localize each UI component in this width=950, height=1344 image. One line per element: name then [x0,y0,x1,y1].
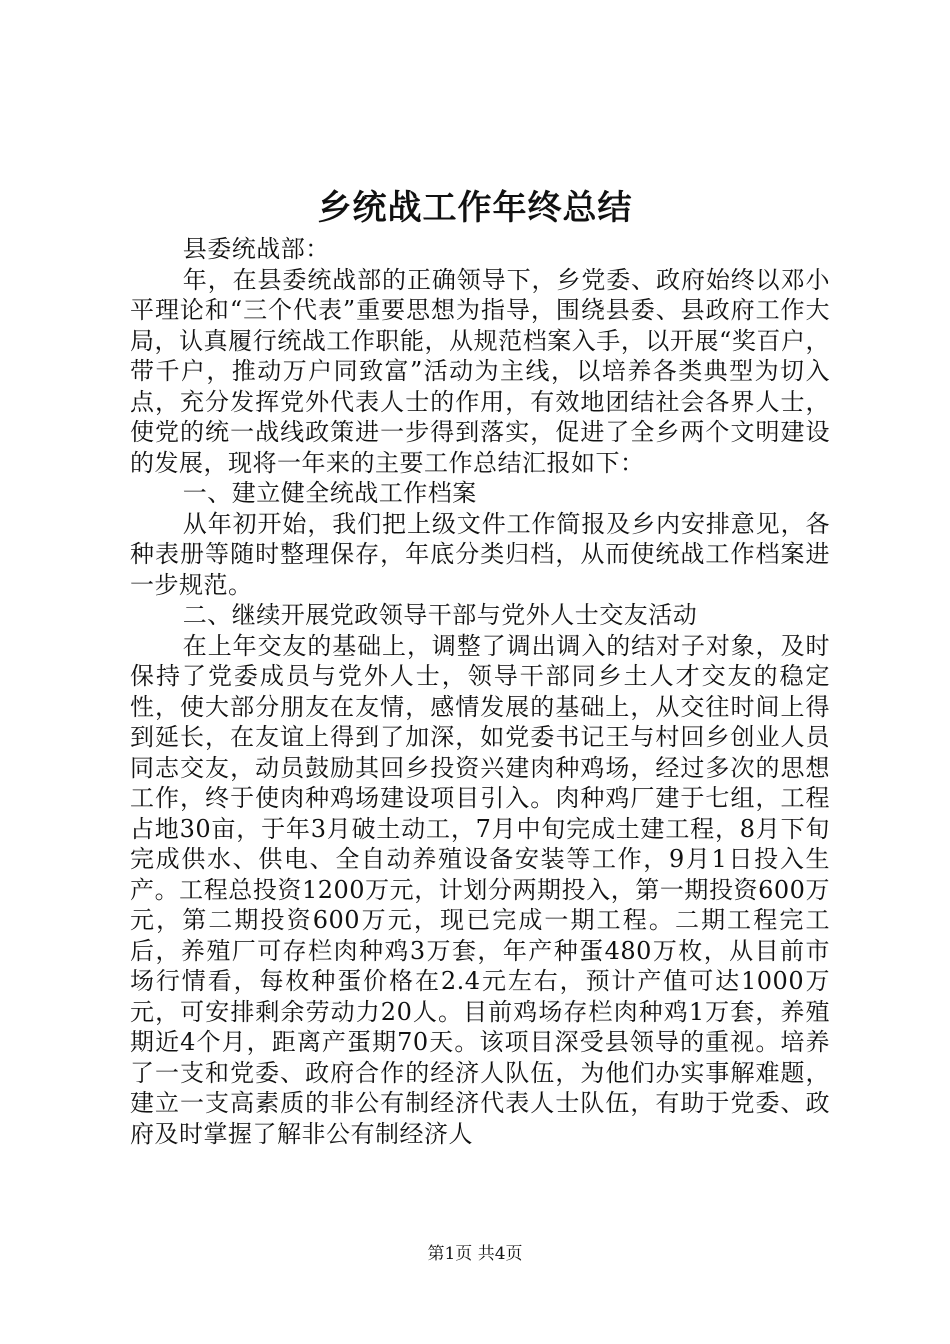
document-body [130,234,830,1149]
section-heading-2: 二、继续开展党政领导干部与党外人士交友活动 [182,601,698,629]
document-title: 乡统战工作年终总结 [317,188,633,228]
paragraph-archives: 从年初开始，我们把上级文件工作简报及乡内安排意见，各种表册等随时整理保存，年底分类归档，从而使统战工作档案进一步规范。 [130,509,830,599]
salutation: 县委统战部： [182,235,330,263]
page-footer: 第1页 共4页 [427,1244,523,1264]
paragraph-intro: 年，在县委统战部的正确领导下，乡党委、政府始终以邓小平理论和“三个代表”重要思想为指导，围绕县委、县政府工作大局，认真履行统战工作职能，从规范档案入手，以开展“奖百户，带千户，推动万户同致富”活动为主线，以培养各类典型为切入点，充分发挥党外代表人士的作用，有效地团结社会各界人士，使党的统一战线政策进一步得到落实，促进了全乡两个文明建设的发展，现将一年来的主要工作总结汇报如下： [130,265,830,477]
section-heading-1: 一、建立健全统战工作档案 [182,479,477,507]
paragraph-friendship: 在上年交友的基础上，调整了调出调入的结对子对象，及时保持了党委成员与党外人士，领导干部同乡土人才交友的稳定性，使大部分朋友在友情，感情发展的基础上，从交往时间上得到延长，在友谊上得到了加深，如党委书记王与村回乡创业人员同志交友，动员鼓励其回乡投资兴建肉种鸡场，经过多次的思想工作，终于使肉种鸡场建设项目引入。肉种鸡厂建于七组，工程占地30亩，于年3月破土动工，7月中旬完成土建工程，8月下旬完成供水、供电、全自动养殖设备安装等工作，9月1日投入生产。工程总投资1200万元，计划分两期投入，第一期投资600万元，第二期投资600万元，现已完成一期工程。二期工程完工后，养殖厂可存栏肉种鸡3万套，年产种蛋480万枚，从目前市场行情看，每枚种蛋价格在2.4元左右，预计产值可达1000万元，可安排剩余劳动力20人。目前鸡场存栏肉种鸡1万套，养殖期近4个月，距离产蛋期70天。该项目深受县领导的重视。培养了一支和党委、政府合作的经济人队伍，为他们办实事解难题，建立一支高素质的非公有制经济代表人士队伍，有助于党委、政府及时掌握了解非公有制经济人 [130,631,830,1148]
